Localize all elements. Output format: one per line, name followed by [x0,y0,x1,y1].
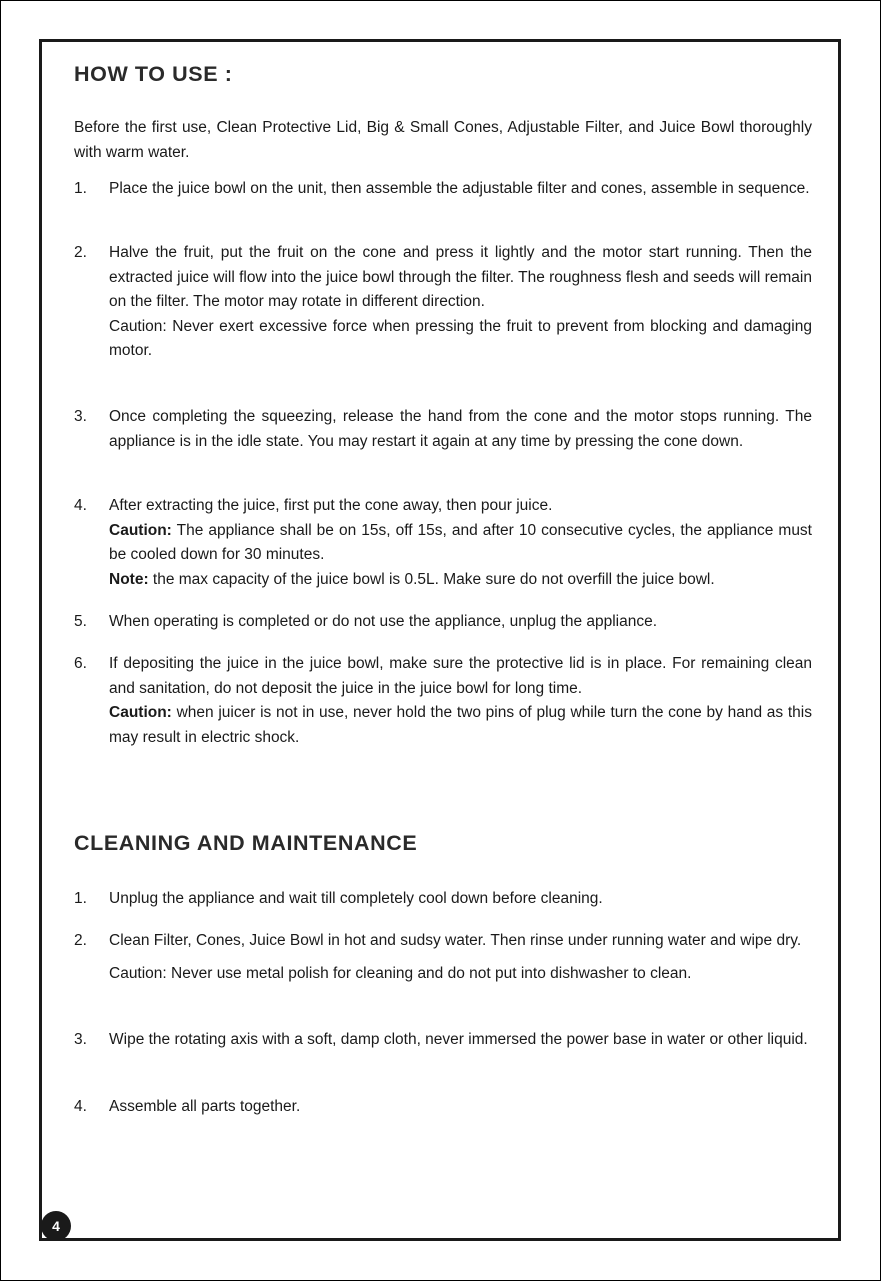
caution-text [109,701,812,750]
list-item [74,1028,812,1053]
list-item-number: 2. [74,932,87,949]
list-item-text: After extracting the juice, first put the cone away, then pour juice. [109,497,553,514]
note-body: the max capacity of the juice bowl is 0.5L. Make sure do not overfill the juice bowl. [148,570,715,588]
list-item-text: Wipe the rotating axis with a soft, damp cloth, never immersed the power base in water or other liquid. [109,1031,808,1048]
list-item-number: 4. [74,1098,87,1115]
document-body [74,62,812,1115]
note-text [109,568,812,593]
list-item-number: 3. [74,1031,87,1048]
section-heading-cleaning: CLEANING AND MAINTENANCE [74,831,418,855]
list-item [74,494,812,592]
list-item-number: 4. [74,497,87,514]
list-item-number: 5. [74,613,87,630]
note-label: Note: [109,570,149,588]
list-item-text: Once completing the squeezing, release the hand from the cone and the motor stops running. The appliance is in the idle state. You may restart it again at any time by pressing the cone down. [109,408,812,450]
list-item [74,177,812,202]
list-item-text: When operating is completed or do not use the appliance, unplug the appliance. [109,613,658,630]
caution-body: The appliance shall be on 15s, off 15s, and after 10 consecutive cycles, the appliance must be cooled down for 30 minutes. [109,521,812,563]
caution-text: Caution: Never exert excessive force when pressing the fruit to prevent from blocking and damaging motor. [109,317,812,359]
list-item-text: Clean Filter, Cones, Juice Bowl in hot and sudsy water. Then rinse under running water and wipe dry. [109,932,802,949]
list-item [74,652,812,750]
caution-body: when juicer is not in use, never hold the two pins of plug while turn the cone by hand as this may result in electric shock. [109,704,812,746]
list-item-text: If depositing the juice in the juice bowl, make sure the protective lid is in place. For remaining clean and sanitation, do not deposit the juice in the juice bowl for long time. [109,655,812,697]
section-heading-how-to-use: HOW TO USE : [74,62,233,86]
list-item-text: Place the juice bowl on the unit, then assemble the adjustable filter and cones, assemble in sequence. [109,180,810,197]
list-item-number: 1. [74,180,87,197]
caution-text: Caution: Never use metal polish for cleaning and do not put into dishwasher to clean. [109,964,692,982]
content-frame [39,39,841,1241]
list-item-text: Halve the fruit, put the fruit on the cone and press it lightly and the motor start running. Then the extracted juice will flow into the juice bowl through the filter. The roughness flesh and seeds will remain on the filter. The motor may rotate in different direction. [109,244,812,310]
caution-text [109,519,812,568]
list-item [74,887,812,912]
list-item [74,241,812,364]
list-item [74,929,812,986]
list-item-text: Unplug the appliance and wait till completely cool down before cleaning. [109,890,603,907]
caution-label: Caution: [109,521,172,539]
list-item-number: 3. [74,408,87,425]
intro-paragraph: Before the first use, Clean Protective Lid, Big & Small Cones, Adjustable Filter, and Juice Bowl thoroughly with warm water. [74,119,812,161]
list-item-number: 2. [74,244,87,261]
list-item [74,405,812,454]
caution-label: Caution: [109,704,172,721]
list-item-number: 1. [74,890,87,907]
list-item [74,610,812,635]
list-item-number: 6. [74,655,87,672]
list-item-text: Assemble all parts together. [109,1098,301,1115]
list-item [74,1095,812,1120]
page-number-badge: 4 [41,1211,71,1241]
